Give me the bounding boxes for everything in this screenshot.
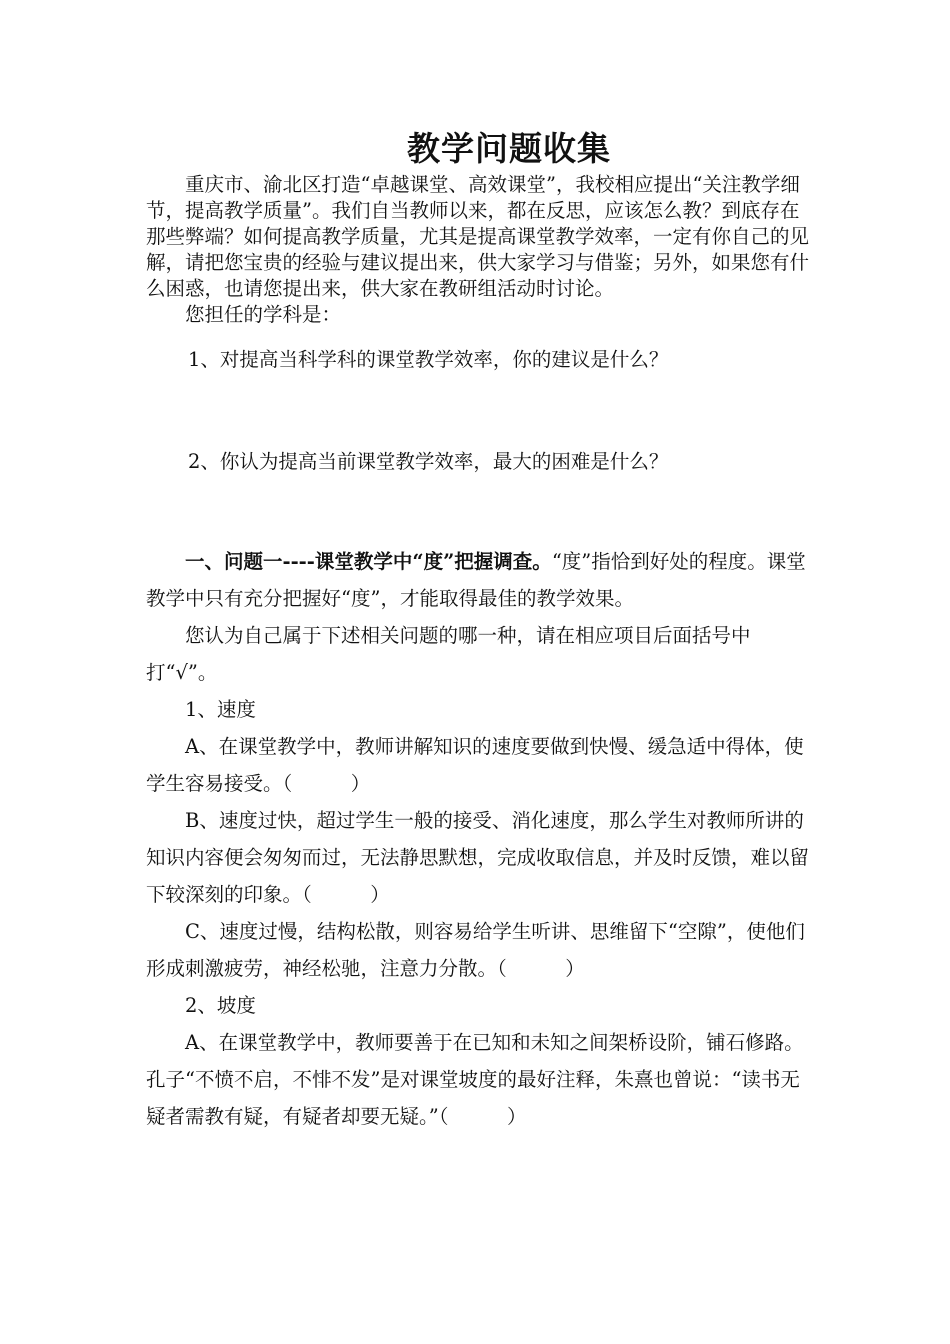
section-instruction: 您认为自己属于下述相关问题的哪一种，请在相应项目后面括号中打“√”。 (146, 624, 751, 684)
speed-option-a: A、在课堂教学中，教师讲解知识的速度要做到快慢、缓急适中得体，使学生容易接受。（ ） (146, 735, 804, 795)
intro-paragraph: 重庆市、渝北区打造“卓越课堂、高效课堂”，我校相应提出“关注教学细节，提高教学质量”。我们自当教师以来，都在反思，应该怎么教？到底存在那些弊端？如何提高教学质量，尤其是提高课堂教学效率，一定有你自己的见解，请把您宝贵的经验与建议提出来，供大家学习与借鉴；另外，如果您有什么困惑，也请您提出来，供大家在教研组活动时讨论。 (146, 173, 810, 300)
intro-block (146, 172, 816, 328)
survey-section (146, 543, 818, 1135)
speed-option-c: C、速度过慢，结构松散，则容易给学生听讲、思维留下“空隙”，使他们形成刺激疲劳，神经松驰，注意力分散。（ ） (146, 920, 805, 980)
speed-option-b: B、速度过快，超过学生一般的接受、消化速度，那么学生对教师所讲的知识内容便会匆匆而过，无法静思默想，完成收取信息，并及时反馈，难以留下较深刻的印象。（ ） (146, 809, 810, 906)
slope-option-a: A、在课堂教学中，教师要善于在已知和未知之间架桥设阶，铺石修路。孔子“不愤不启，不悱不发”是对课堂坡度的最好注释，朱熹也曾说：“读书无疑者需教有疑，有疑者却要无疑。”（ ） (146, 1031, 804, 1128)
question-2: 2、你认为提高当前课堂教学效率，最大的困难是什么？ (188, 450, 669, 473)
slope-label: 2、坡度 (185, 994, 256, 1017)
section-heading: 一、问题一----课堂教学中“度”把握调查。 (185, 550, 552, 573)
subject-prompt: 您担任的学科是： (185, 303, 342, 326)
section-heading-paragraph (146, 543, 818, 617)
section-heading-rest: “度”指恰到好处的程度。课堂教学中只有充分把握好“度”，才能取得最佳的教学效果。 (146, 550, 806, 610)
question-1: 1、对提高当科学科的课堂教学效率，你的建议是什么？ (188, 348, 669, 371)
speed-label: 1、速度 (185, 698, 256, 721)
page-title: 教学问题收集 (407, 129, 611, 168)
